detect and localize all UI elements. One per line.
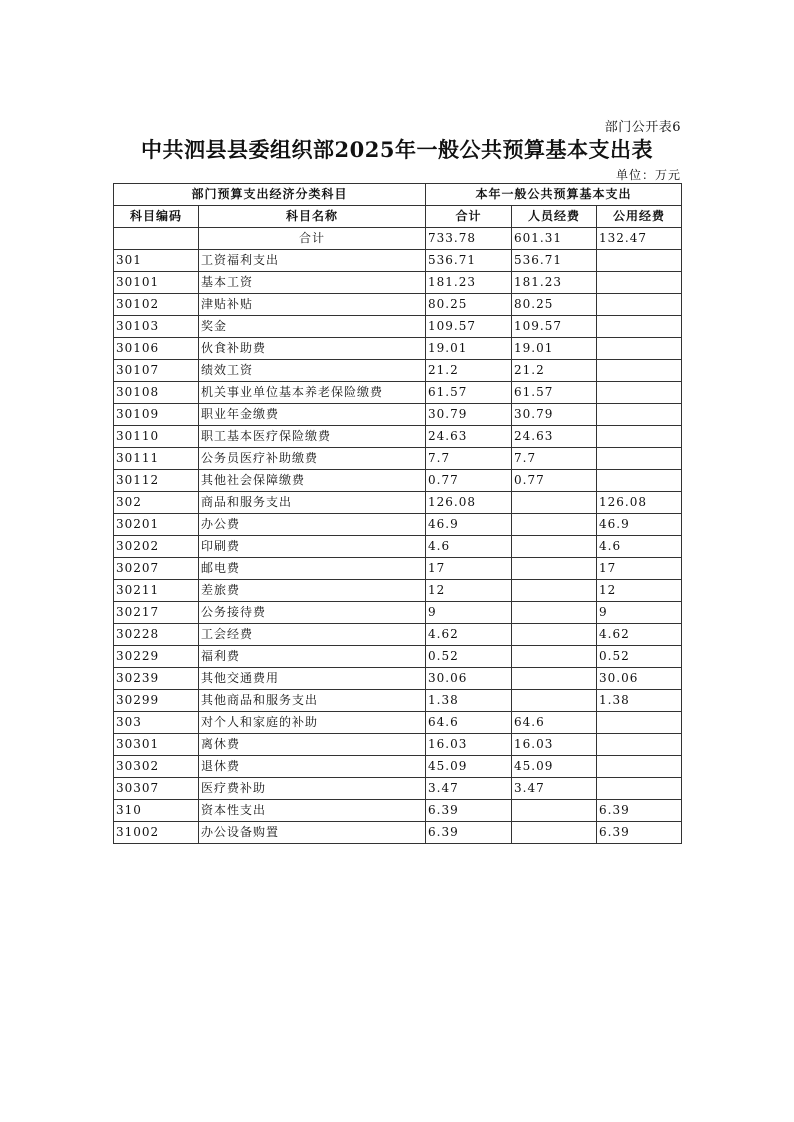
personnel-cell [512,624,597,646]
personnel-cell [512,646,597,668]
personnel-cell: 24.63 [512,426,597,448]
page-tag: 部门公开表6 [604,120,681,135]
code-cell: 30207 [114,558,199,580]
total-cell: 4.6 [426,536,512,558]
personnel-cell [512,800,597,822]
public-cell [597,250,682,272]
name-cell: 资本性支出 [199,800,426,822]
table-row [114,624,682,646]
table-row [114,822,682,844]
header-public: 公用经费 [597,206,682,228]
table-row [114,426,682,448]
total-cell: 61.57 [426,382,512,404]
code-cell: 310 [114,800,199,822]
public-cell [597,756,682,778]
total-cell: 0.52 [426,646,512,668]
code-cell: 30109 [114,404,199,426]
name-cell: 工会经费 [199,624,426,646]
code-cell: 302 [114,492,199,514]
total-amount: 733.78 [426,228,512,250]
code-cell: 30112 [114,470,199,492]
total-personnel: 601.31 [512,228,597,250]
table-row [114,492,682,514]
personnel-cell [512,668,597,690]
public-cell [597,426,682,448]
total-cell: 109.57 [426,316,512,338]
personnel-cell: 16.03 [512,734,597,756]
public-cell [597,712,682,734]
code-cell: 30217 [114,602,199,624]
public-cell: 12 [597,580,682,602]
table-row [114,470,682,492]
header-group-left: 部门预算支出经济分类科目 [114,184,426,206]
personnel-cell: 536.71 [512,250,597,272]
table-row [114,294,682,316]
table-row [114,800,682,822]
personnel-cell: 64.6 [512,712,597,734]
header-group-right: 本年一般公共预算基本支出 [426,184,682,206]
public-cell: 1.38 [597,690,682,712]
table-row [114,272,682,294]
table-row [114,778,682,800]
personnel-cell: 3.47 [512,778,597,800]
total-label: 合计 [199,228,426,250]
personnel-cell: 19.01 [512,338,597,360]
page-title: 中共泗县县委组织部2025年一般公共预算基本支出表 [141,137,653,162]
personnel-cell: 181.23 [512,272,597,294]
public-cell [597,316,682,338]
public-cell: 30.06 [597,668,682,690]
name-cell: 邮电费 [199,558,426,580]
name-cell: 职工基本医疗保险缴费 [199,426,426,448]
name-cell: 奖金 [199,316,426,338]
public-cell [597,448,682,470]
public-cell [597,294,682,316]
code-cell: 30228 [114,624,199,646]
name-cell: 基本工资 [199,272,426,294]
table-row [114,668,682,690]
name-cell: 津贴补贴 [199,294,426,316]
code-cell: 30202 [114,536,199,558]
name-cell: 印刷费 [199,536,426,558]
public-cell [597,470,682,492]
total-public: 132.47 [597,228,682,250]
total-cell: 17 [426,558,512,580]
public-cell: 4.62 [597,624,682,646]
total-cell: 4.62 [426,624,512,646]
budget-table [113,183,682,844]
personnel-cell: 30.79 [512,404,597,426]
public-cell: 6.39 [597,800,682,822]
code-cell: 30108 [114,382,199,404]
code-cell: 30102 [114,294,199,316]
name-cell: 医疗费补助 [199,778,426,800]
table-row [114,360,682,382]
code-cell: 30103 [114,316,199,338]
code-cell: 30301 [114,734,199,756]
name-cell: 公务接待费 [199,602,426,624]
total-cell: 126.08 [426,492,512,514]
personnel-cell [512,602,597,624]
code-cell: 30307 [114,778,199,800]
code-cell: 30107 [114,360,199,382]
name-cell: 商品和服务支出 [199,492,426,514]
total-cell: 64.6 [426,712,512,734]
code-cell: 30201 [114,514,199,536]
name-cell: 公务员医疗补助缴费 [199,448,426,470]
name-cell: 其他社会保障缴费 [199,470,426,492]
public-cell [597,360,682,382]
code-cell: 30239 [114,668,199,690]
name-cell: 差旅费 [199,580,426,602]
header-personnel: 人员经费 [512,206,597,228]
table-row [114,756,682,778]
public-cell: 9 [597,602,682,624]
public-cell [597,272,682,294]
personnel-cell [512,492,597,514]
name-cell: 对个人和家庭的补助 [199,712,426,734]
table-row [114,316,682,338]
personnel-cell: 7.7 [512,448,597,470]
name-cell: 工资福利支出 [199,250,426,272]
code-cell: 30101 [114,272,199,294]
total-code-cell [114,228,199,250]
header-code: 科目编码 [114,206,199,228]
total-cell: 6.39 [426,822,512,844]
total-cell: 1.38 [426,690,512,712]
name-cell: 绩效工资 [199,360,426,382]
public-cell [597,778,682,800]
table-body [114,228,682,844]
total-cell: 7.7 [426,448,512,470]
code-cell: 301 [114,250,199,272]
personnel-cell [512,514,597,536]
code-cell: 30302 [114,756,199,778]
name-cell: 办公设备购置 [199,822,426,844]
personnel-cell [512,580,597,602]
name-cell: 其他商品和服务支出 [199,690,426,712]
total-cell: 24.63 [426,426,512,448]
personnel-cell: 80.25 [512,294,597,316]
personnel-cell: 21.2 [512,360,597,382]
personnel-cell: 61.57 [512,382,597,404]
name-cell: 离休费 [199,734,426,756]
personnel-cell: 45.09 [512,756,597,778]
name-cell: 福利费 [199,646,426,668]
code-cell: 30110 [114,426,199,448]
total-cell: 3.47 [426,778,512,800]
public-cell: 4.6 [597,536,682,558]
table-row [114,536,682,558]
code-cell: 30106 [114,338,199,360]
table-row [114,250,682,272]
total-cell: 30.06 [426,668,512,690]
table-row [114,514,682,536]
public-cell [597,382,682,404]
code-cell: 31002 [114,822,199,844]
public-cell [597,734,682,756]
total-cell: 46.9 [426,514,512,536]
table-row [114,602,682,624]
code-cell: 30299 [114,690,199,712]
name-cell: 办公费 [199,514,426,536]
table-row [114,338,682,360]
code-cell: 303 [114,712,199,734]
name-cell: 退休费 [199,756,426,778]
total-cell: 536.71 [426,250,512,272]
total-cell: 16.03 [426,734,512,756]
table-row [114,404,682,426]
total-cell: 9 [426,602,512,624]
table-row [114,646,682,668]
public-cell: 126.08 [597,492,682,514]
total-cell: 19.01 [426,338,512,360]
header-name: 科目名称 [199,206,426,228]
table-row [114,690,682,712]
table-row [114,448,682,470]
personnel-cell: 0.77 [512,470,597,492]
public-cell: 46.9 [597,514,682,536]
table-row [114,734,682,756]
header-column-row [114,206,682,228]
name-cell: 其他交通费用 [199,668,426,690]
public-cell: 0.52 [597,646,682,668]
public-cell [597,404,682,426]
table-row [114,580,682,602]
name-cell: 机关事业单位基本养老保险缴费 [199,382,426,404]
unit-label: 单位：万元 [615,168,681,182]
name-cell: 伙食补助费 [199,338,426,360]
total-cell: 80.25 [426,294,512,316]
personnel-cell: 109.57 [512,316,597,338]
personnel-cell [512,536,597,558]
total-cell: 30.79 [426,404,512,426]
public-cell [597,338,682,360]
header-group-row [114,184,682,206]
header-total: 合计 [426,206,512,228]
code-cell: 30111 [114,448,199,470]
personnel-cell [512,558,597,580]
total-cell: 12 [426,580,512,602]
total-cell: 21.2 [426,360,512,382]
public-cell: 6.39 [597,822,682,844]
personnel-cell [512,690,597,712]
total-row [114,228,682,250]
total-cell: 0.77 [426,470,512,492]
table-row [114,382,682,404]
code-cell: 30229 [114,646,199,668]
personnel-cell [512,822,597,844]
code-cell: 30211 [114,580,199,602]
name-cell: 职业年金缴费 [199,404,426,426]
total-cell: 6.39 [426,800,512,822]
public-cell: 17 [597,558,682,580]
table-row [114,712,682,734]
table-row [114,558,682,580]
total-cell: 45.09 [426,756,512,778]
total-cell: 181.23 [426,272,512,294]
